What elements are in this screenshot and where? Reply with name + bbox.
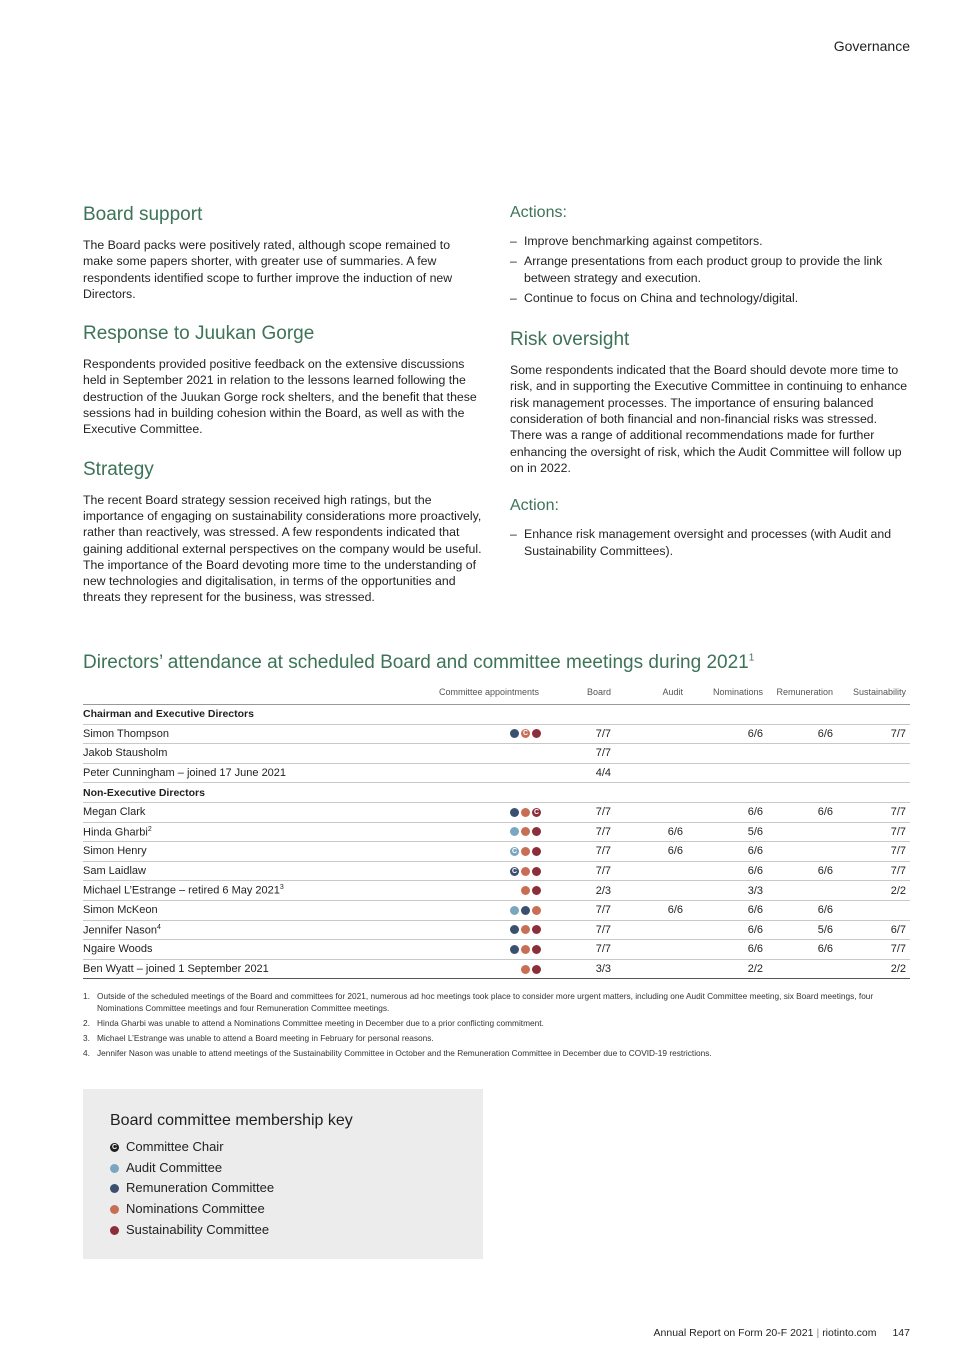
remuneration-dot <box>510 808 519 817</box>
list-item: – Continue to focus on China and technology/digital. <box>510 290 799 305</box>
table-row: Jennifer Nason$^4$ 7/7 6/6 5/6 6/7 <box>83 920 910 940</box>
table-row: Simon McKeon 7/7 6/6 6/6 6/6 <box>83 900 910 920</box>
list-item: – Arrange presentations from each product group to provide the link between strategy and execution. <box>510 254 883 285</box>
nominations-dot <box>521 965 530 974</box>
group-row-executive: Chairman and Executive Directors <box>83 705 910 725</box>
key-item-audit: Audit Committee <box>110 1158 274 1179</box>
board-support-text: The Board packs were positively rated, although scope remained to make some papers shorter, with greater use of summaries. A few respondents identified scope to further improve the induction of new Directors. <box>83 238 453 301</box>
section-title: Governance <box>833 38 910 54</box>
remuneration-dot <box>510 945 519 954</box>
juukan-text: Respondents provided positive feedback on the extensive discussions held in September 2021 in relation to the lessons learned following the destruction of the Juukan Gorge rock shelters, and the benefit that these sessions had in building cohesion within the Board, as well as with the Executive Committee. <box>83 357 477 437</box>
board-support-heading: Board support <box>83 204 203 225</box>
nominations-dot <box>532 906 541 915</box>
sustainability-dot <box>532 925 541 934</box>
nominations-dot <box>521 808 530 817</box>
nominations-dot <box>110 1205 119 1214</box>
nominations-chair-dot <box>521 729 530 738</box>
col-appointments: Committee appointments <box>393 682 543 705</box>
sustainability-dot <box>532 729 541 738</box>
page-number: 147 <box>892 1327 910 1339</box>
table-row: Ben Wyatt – joined 1 September 2021 3/3 2/2 2/2 <box>83 959 910 979</box>
col-audit: Audit <box>615 682 687 705</box>
juukan-heading: Response to Juukan Gorge <box>83 323 315 345</box>
remuneration-chair-dot <box>510 867 519 876</box>
list-item: – Improve benchmarking against competitors. <box>510 234 763 248</box>
table-row: Hinda Gharbi$^2$ 7/7 6/6 5/6 7/7 <box>83 822 910 842</box>
risk-heading: Risk oversight <box>510 329 630 351</box>
nominations-dot <box>521 847 530 856</box>
right-column <box>510 203 910 581</box>
table-row: Simon Henry C 7/7 6/6 6/6 7/7 <box>83 842 910 862</box>
sustainability-chair-dot <box>532 808 541 817</box>
action-list <box>510 526 910 559</box>
nominations-dot <box>521 827 530 836</box>
page-footer: Annual Report on Form 20-F 2021 | riotinto.com 147 <box>653 1327 910 1339</box>
nominations-dot <box>521 925 530 934</box>
key-item-nominations: Nominations Committee <box>110 1199 274 1220</box>
action-heading: Action: <box>510 497 559 515</box>
table-row: Ngaire Woods 7/7 6/6 6/6 7/7 <box>83 940 910 960</box>
sustainability-dot <box>532 827 541 836</box>
attendance-title: Directors’ attendance at scheduled Board and committee meetings during 2021$^1$ <box>83 652 755 673</box>
col-board: Board <box>543 682 615 705</box>
remuneration-dot <box>521 906 530 915</box>
footnotes <box>83 990 910 1062</box>
table-row: Michael L’Estrange – retired 6 May 2021$^3$ 2/3 3/3 2/2 <box>83 881 910 901</box>
membership-key <box>83 1089 483 1259</box>
remuneration-dot <box>110 1184 119 1193</box>
chair-icon <box>110 1143 119 1152</box>
remuneration-dot <box>510 925 519 934</box>
footnote: 2. Hinda Gharbi was unable to attend a Nominations Committee meeting in December due to a prior conflicting commitment. <box>83 1018 544 1028</box>
table-row: Sam Laidlaw C 7/7 6/6 6/6 7/7 <box>83 861 910 881</box>
group-row-nonexecutive: Non-Executive Directors <box>83 783 910 803</box>
table-row: Simon Thompson C 7/7 6/6 6/6 7/7 <box>83 724 910 744</box>
report-name: Annual Report on Form 20-F 2021 <box>653 1327 814 1339</box>
risk-text: Some respondents indicated that the Board should devote more time to risk, and in supporting the Executive Committee in continuing to enhance risk management processes. The importance of ensuring balanced consideration of both financial and non-financial risks was stressed. There was a range of additional recommendations made for further enhancing the oversight of risk, which the Audit Committee will follow up on in 2022. <box>510 363 908 475</box>
nominations-dot <box>521 886 530 895</box>
audit-dot <box>510 906 519 915</box>
col-nominations: Nominations <box>687 682 767 705</box>
sustainability-dot <box>532 886 541 895</box>
attendance-table <box>83 682 910 979</box>
footnote: 4. Jennifer Nason was unable to attend meetings of the Sustainability Committee in October and the Remuneration Committee in December due to COVID-19 restrictions. <box>83 1048 712 1058</box>
sustainability-dot <box>110 1226 119 1235</box>
table-header-row <box>83 682 910 705</box>
actions-list <box>510 233 910 306</box>
left-column <box>83 203 483 626</box>
footnote: 3. Michael L’Estrange was unable to attend a Board meeting in February for personal reasons. <box>83 1033 434 1043</box>
sustainability-dot <box>532 945 541 954</box>
audit-dot <box>110 1164 119 1173</box>
table-row: Jakob Stausholm 7/7 <box>83 744 910 764</box>
nominations-dot <box>521 867 530 876</box>
sustainability-dot <box>532 965 541 974</box>
remuneration-dot <box>510 729 519 738</box>
site-link[interactable]: riotinto.com <box>822 1327 877 1339</box>
table-row: Peter Cunningham – joined 17 June 2021 4/4 <box>83 763 910 783</box>
strategy-heading: Strategy <box>83 458 154 480</box>
key-item-remuneration: Remuneration Committee <box>110 1178 274 1199</box>
strategy-text: The recent Board strategy session received high ratings, but the importance of engaging on sustainability considerations more proactively, rather than reactively, was stressed. A few respondents indicated that gaining additional external perspectives on the company would be useful. The importance of the Board devoting more time to the understanding of new technologies and digitalisation, in terms of the opportunities and threats they represent for the business, was stressed. <box>83 492 482 605</box>
audit-chair-dot <box>510 847 519 856</box>
col-sustainability: Sustainability <box>837 682 910 705</box>
table-row: Megan Clark C 7/7 6/6 6/6 7/7 <box>83 802 910 822</box>
key-title: Board committee membership key <box>110 1112 353 1129</box>
footnote: 1. Outside of the scheduled meetings of the Board and committees for 2021, numerous ad hoc meetings took place to consider more urgent matters, including one Audit Committee meeting, six Board meetings, four Nominations Committee meetings and four Remuneration Committee meetings. <box>83 991 874 1013</box>
sustainability-dot <box>532 867 541 876</box>
sustainability-dot <box>532 847 541 856</box>
nominations-dot <box>521 945 530 954</box>
actions-heading: Actions: <box>510 204 567 221</box>
key-list <box>110 1137 274 1241</box>
list-item: – Enhance risk management oversight and processes (with Audit and Sustainability Committees). <box>510 527 892 558</box>
col-remuneration: Remuneration <box>767 682 837 705</box>
key-item-sustainability: Sustainability Committee <box>110 1220 274 1241</box>
key-item-chair: C Committee Chair <box>110 1137 274 1158</box>
audit-dot <box>510 827 519 836</box>
